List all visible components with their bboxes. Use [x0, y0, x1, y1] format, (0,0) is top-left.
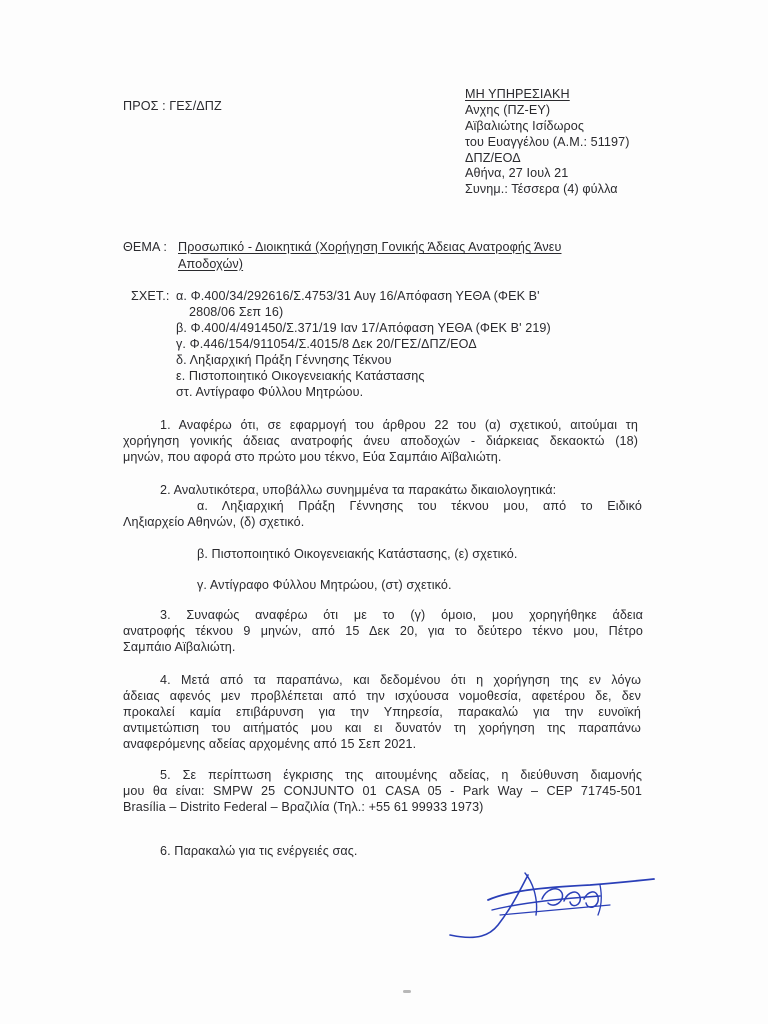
- reference-d: δ. Ληξιαρχική Πράξη Γέννησης Τέκνου: [176, 353, 392, 367]
- paragraph-2-line-1: 2. Αναλυτικότερα, υποβάλλω συνημμένα τα παρακάτω δικαιολογητικά:: [160, 483, 557, 497]
- paragraph-3-line-1: 3. Συναφώς αναφέρω ότι με το (γ) όμοιο, μου χορηγήθηκε άδεια: [160, 608, 643, 622]
- paragraph-2-item-c: γ. Αντίγραφο Φύλλου Μητρώου, (στ) σχετικό.: [197, 578, 452, 592]
- subject-line-2: Αποδοχών): [178, 257, 244, 271]
- reference-e: ε. Πιστοποιητικό Οικογενειακής Κατάστασης: [176, 369, 425, 383]
- paragraph-4-line-2: άδειας αφενός μεν προβλέπεται από την ισχύουσα νομοθεσία, αφετέρου δε, δεν: [123, 689, 641, 703]
- sender-father: του Ευαγγέλου (Α.Μ.: 51197): [465, 135, 630, 149]
- paragraph-3-line-3: Σαμπάιο Αϊβαλιώτη.: [123, 640, 236, 654]
- classification-label: ΜΗ ΥΠΗΡΕΣΙΑΚΗ: [465, 87, 570, 101]
- paragraph-5-address: μου θα είναι: SMPW 25 CONJUNTO 01 CASA 05 - Park Way – CEP 71745-501: [123, 784, 642, 798]
- paragraph-2-item-a-cont: Ληξιαρχείο Αθηνών, (δ) σχετικό.: [123, 515, 305, 529]
- paragraph-4-line-3: προκαλεί καμία επιβάρυνση για την Υπηρεσία, παρακαλώ για την ευνοϊκή: [123, 705, 641, 719]
- recipient: ΠΡΟΣ : ΓΕΣ/ΔΠΖ: [123, 99, 222, 113]
- reference-f: στ. Αντίγραφο Φύλλου Μητρώου.: [176, 385, 364, 399]
- attachments-count: Συνημ.: Τέσσερα (4) φύλλα: [465, 182, 618, 196]
- letter-date: Αθήνα, 27 Ιουλ 21: [465, 166, 569, 180]
- paragraph-3-line-2: ανατροφής τέκνου 9 μηνών, από 15 Δεκ 20, για το δεύτερο τέκνο μου, Πέτρο: [123, 624, 643, 638]
- paragraph-1-line-3: μηνών, που αφορά στο πρώτο μου τέκνο, Εύα Σαμπάιο Αϊβαλιώτη.: [123, 450, 502, 464]
- references-label: ΣΧΕΤ.:: [131, 289, 170, 303]
- paragraph-1-line-1: 1. Αναφέρω ότι, σε εφαρμογή του άρθρου 22 του (α) σχετικού, αιτούμαι τη: [160, 418, 638, 432]
- sender-rank: Ανχης (ΠΖ-ΕΥ): [465, 103, 551, 117]
- paragraph-4-line-5: αναφερόμενης αδείας αρχομένης από 15 Σεπ 2021.: [123, 737, 417, 751]
- subject-line-1: Προσωπικό - Διοικητικά (Χορήγηση Γονικής Άδειας Ανατροφής Άνευ: [178, 240, 562, 254]
- reference-b: β. Φ.400/4/491450/Σ.371/19 Ιαν 17/Απόφαση ΥΕΘΑ (ΦΕΚ Β' 219): [176, 321, 551, 335]
- subject-label: ΘΕΜΑ :: [123, 240, 167, 254]
- paragraph-2-item-a: α. Ληξιαρχική Πράξη Γέννησης του τέκνου μου, από το Ειδικό: [197, 499, 642, 513]
- paragraph-5-city-phone: Brasília – Distrito Federal – Βραζιλία (Τηλ.: +55 61 99933 1973): [123, 800, 484, 814]
- paragraph-6: 6. Παρακαλώ για τις ενέργειές σας.: [160, 844, 358, 858]
- paragraph-4-line-4: αντιμετώπιση του αιτήματός μου και ει δυνατόν τη χορήγηση της παραπάνω: [123, 721, 641, 735]
- paragraph-5-line-1: 5. Σε περίπτωση έγκρισης της αιτουμένης αδείας, η διεύθυνση διαμονής: [160, 768, 642, 782]
- reference-a-cont: 2808/06 Σεπ 16): [189, 305, 284, 319]
- reference-a: α. Φ.400/34/292616/Σ.4753/31 Αυγ 16/Απόφαση ΥΕΘΑ (ΦΕΚ Β': [176, 289, 540, 303]
- scan-speck: [403, 990, 411, 993]
- paragraph-1-line-2: χορήγηση γονικής άδειας ανατροφής άνευ αποδοχών - διάρκειας δεκαοκτώ (18): [123, 434, 638, 448]
- paragraph-2-item-b: β. Πιστοποιητικό Οικογενειακής Κατάστασης, (ε) σχετικό.: [197, 547, 518, 561]
- sender-name: Αϊβαλιώτης Ισίδωρος: [465, 119, 585, 133]
- handwritten-signature: [440, 855, 660, 950]
- paragraph-4-line-1: 4. Μετά από τα παραπάνω, και δεδομένου ότι η χορήγηση της εν λόγω: [160, 673, 641, 687]
- reference-c: γ. Φ.446/154/911054/Σ.4015/8 Δεκ 20/ΓΕΣ/ΔΠΖ/ΕΟΔ: [176, 337, 477, 351]
- sender-unit: ΔΠΖ/ΕΟΔ: [465, 151, 521, 165]
